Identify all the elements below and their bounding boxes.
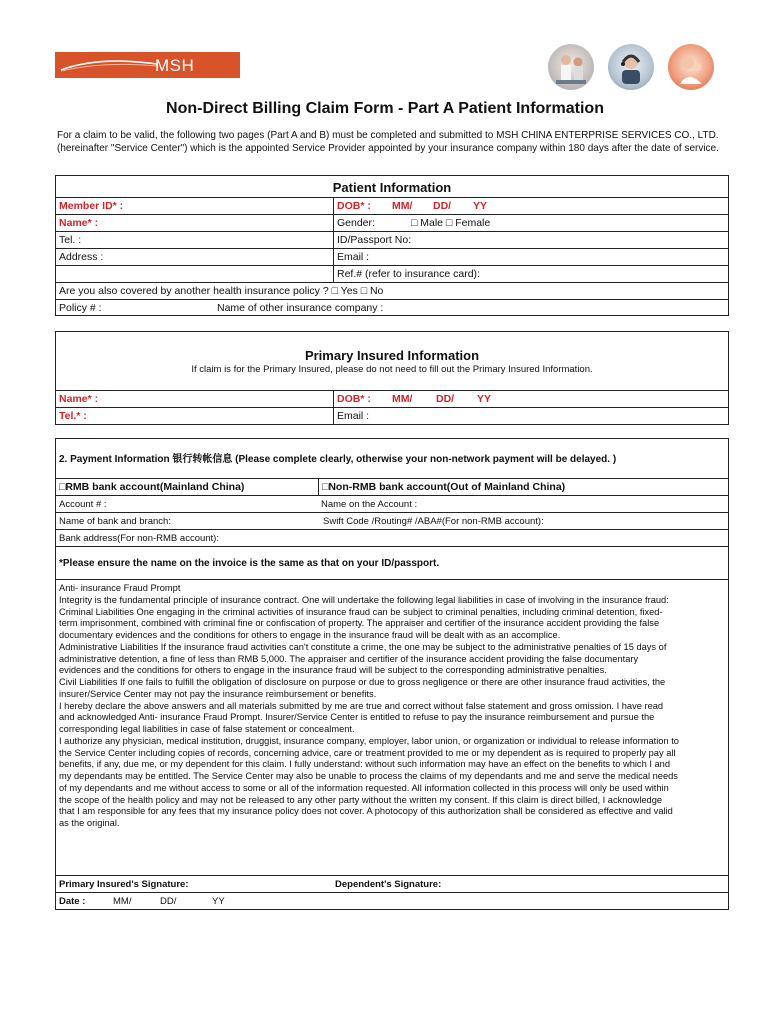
intro-line-2: (hereinafter "Service Center") which is the appointed Service Provider appointed by your insurance company within 180 days after the date of service.: [57, 143, 719, 154]
patient-information-section: [55, 175, 729, 316]
patient-dob-label: DOB* :: [337, 200, 371, 212]
patient-row-address-email: [56, 248, 728, 266]
fraud-line: I hereby declare the above answers and all materials submitted by me are true and correct without false statement and gross omission. I have read: [59, 700, 664, 711]
payment-heading: 2. Payment Information 银行转帐信息 (Please complete clearly, otherwise your non-network payment will be delayed. ): [59, 454, 617, 465]
photo-service-agent-icon: [608, 44, 654, 90]
patient-row-other-policy: [56, 282, 728, 300]
fraud-line: documentary evidences and the conditions for others to engage in the insurance fraud will be dealt with as an accomplice.: [59, 630, 561, 640]
patient-row-policy: [56, 299, 728, 317]
bank-branch-field[interactable]: Name of bank and branch:: [59, 516, 171, 527]
primary-dob-yy[interactable]: YY: [477, 393, 492, 405]
primary-tel-field[interactable]: Tel.* :: [59, 410, 87, 422]
patient-name-field[interactable]: Name* :: [59, 217, 99, 229]
policy-number-field[interactable]: Policy # :: [59, 302, 102, 314]
photo-mother-child-icon: [668, 44, 714, 90]
fraud-line: I authorize any physician, medical institution, druggist, insurance company, employer, labor union, or organization or individual to release information to: [59, 735, 679, 746]
payment-row-account-type: [56, 478, 728, 496]
gender-checkboxes[interactable]: □ Male □ Female: [411, 217, 491, 229]
primary-insured-signature[interactable]: Primary Insured's Signature:: [59, 879, 189, 890]
signature-row: [56, 875, 728, 893]
bank-address-field[interactable]: Bank address(For non-RMB account):: [59, 533, 219, 544]
fraud-line: the Service Center including copies of records, concerning advice, care or treatment provided to me or my dependent as is required to properly pay all: [59, 747, 676, 758]
intro-line-1: For a claim to be valid, the following two pages (Part A and B) must be completed and submitted to MSH CHINA ENTERPRISE SERVICES CO., LTD.: [57, 130, 719, 141]
fraud-line: evidences and the conditions for others to engage in the insurance fraud will be subject to the corresponding administrative penalties.: [59, 665, 607, 676]
swift-code-field[interactable]: Swift Code /Routing# /ABA#(For non-RMB account):: [323, 516, 544, 527]
gender-label: Gender:: [337, 217, 375, 229]
form-title: Non-Direct Billing Claim Form - Part A Patient Information: [166, 100, 604, 117]
primary-row-tel-email: [56, 407, 728, 425]
account-number-field[interactable]: Account # :: [59, 499, 107, 510]
date-mm[interactable]: MM/: [113, 896, 132, 907]
ref-number-field[interactable]: Ref.# (refer to insurance card):: [337, 268, 480, 280]
fraud-line: that I am responsible for any fees that my insurance policy does not cover. A photocopy of this authorization shall be considered as effective and valid: [59, 806, 673, 817]
fraud-line: corresponding legal liabilities in case of false statement or concealment.: [59, 724, 355, 734]
fraud-line: Civil Liabilities If one fails to fulfill the obligation of disclosure on purpose or due to gross negligence or there are other insurance fraud activities, the: [59, 677, 666, 687]
fraud-line: administrative detention, a fine of less than RMB 5,000. The appraiser and certifier of the insurance accident providing the false documentary: [59, 653, 639, 664]
primary-dob-dd[interactable]: DD/: [436, 393, 455, 405]
msh-china-logo: [55, 52, 240, 95]
fraud-line: Administrative Liabilities If the insurance fraud activities can't constitute a crime, the one may be subject to the administrative penalties of 15 days of: [59, 641, 667, 652]
patient-tel-field[interactable]: Tel. :: [59, 234, 82, 246]
ensure-name-note: *Please ensure the name on the invoice is the same as that on your ID/passport.: [59, 558, 440, 569]
payment-row-ensure: [56, 546, 728, 579]
primary-dob-mm[interactable]: MM/: [392, 393, 413, 405]
fraud-line: as the original.: [59, 818, 120, 828]
fraud-prompt-block: [56, 579, 728, 870]
patient-row-ref: [56, 265, 728, 283]
other-policy-question[interactable]: Are you also covered by another health insurance policy ? □ Yes □ No: [59, 285, 384, 297]
fraud-line: of my dependants and me without access to some or all of the information requested. All information collected in this process will only be used within: [59, 782, 669, 793]
payment-section: [55, 438, 729, 910]
date-label: Date :: [59, 896, 86, 907]
fraud-line: Integrity is the fundamental principle of insurance contract. One will undertake the following legal liabilities in case of involving in the insurance fraud:: [59, 594, 669, 605]
payment-row-account: [56, 495, 728, 513]
fraud-line: insurer/Service Center may not pay the insurance reimbursement or benefits.: [59, 688, 377, 699]
fraud-prompt-text: [59, 583, 725, 830]
primary-row-name-dob: [56, 390, 728, 408]
patient-section-title: Patient Information: [332, 180, 452, 195]
id-passport-field[interactable]: ID/Passport No:: [337, 234, 412, 246]
primary-email-field[interactable]: Email :: [337, 410, 370, 422]
primary-insured-section: [55, 331, 729, 425]
fraud-line: term imprisonment, combined with criminal fine or confiscation of property. The appraiser and certifier of the insurance accident providing the false: [59, 618, 660, 629]
primary-section-note: If claim is for the Primary Insured, please do not need to fill out the Primary Insured Information.: [191, 364, 593, 375]
fraud-line: Anti- insurance Fraud Prompt: [59, 583, 181, 593]
fraud-line: Criminal Liabilities One engaging in the criminal activities of insurance fraud can be subject to criminal penalties, including criminal detention, fixed-: [59, 606, 663, 617]
dependent-signature[interactable]: Dependent's Signature:: [335, 879, 442, 890]
logo-swoosh-icon: [59, 58, 159, 72]
name-on-account-field[interactable]: Name on the Account :: [321, 499, 418, 510]
photo-doctors-icon: [548, 44, 594, 90]
patient-row-name-gender: [56, 214, 728, 232]
signature-date-row: [56, 892, 728, 910]
logo-text: MSH CHINA: [155, 56, 211, 95]
fraud-line: the scope of the health policy and may not be released to any other party without the written my consent. If this claim is direct billed, I acknowledge: [59, 794, 663, 805]
non-rmb-account-checkbox[interactable]: □Non-RMB bank account(Out of Mainland China): [322, 481, 566, 493]
primary-section-title: Primary Insured Information: [304, 348, 480, 363]
address-field[interactable]: Address :: [59, 251, 104, 263]
date-dd[interactable]: DD/: [160, 896, 177, 907]
patient-row-tel-id: [56, 231, 728, 249]
member-id-field[interactable]: Member ID* :: [59, 200, 124, 212]
fraud-line: and acknowledged Anti- insurance Fraud Prompt. Insurer/Service Center is entitled to refuse to pay the insurance reimbursement and pursue the: [59, 712, 655, 723]
fraud-line: benefits, if any, due me, or my dependent for this claim. I fully understand: without such information may have an effect on the benefits to which I and: [59, 759, 671, 770]
fraud-line: my dependants may be entitled. The Service Center may also be unable to process the claims of my dependants and me and serve the medical needs: [59, 771, 678, 781]
patient-dob-dd[interactable]: DD/: [433, 200, 452, 212]
date-yy[interactable]: YY: [212, 896, 225, 907]
payment-row-bank: [56, 512, 728, 530]
payment-row-bank-address: [56, 529, 728, 547]
patient-dob-yy[interactable]: YY: [473, 200, 488, 212]
rmb-account-checkbox[interactable]: □RMB bank account(Mainland China): [59, 481, 245, 493]
primary-name-field[interactable]: Name* :: [59, 393, 99, 405]
patient-email-field[interactable]: Email :: [337, 251, 370, 263]
primary-dob-label: DOB* :: [337, 393, 371, 405]
other-company-field[interactable]: Name of other insurance company :: [217, 302, 384, 314]
patient-dob-mm[interactable]: MM/: [392, 200, 413, 212]
patient-row-member-dob: [56, 197, 728, 215]
intro-text: [57, 129, 737, 155]
